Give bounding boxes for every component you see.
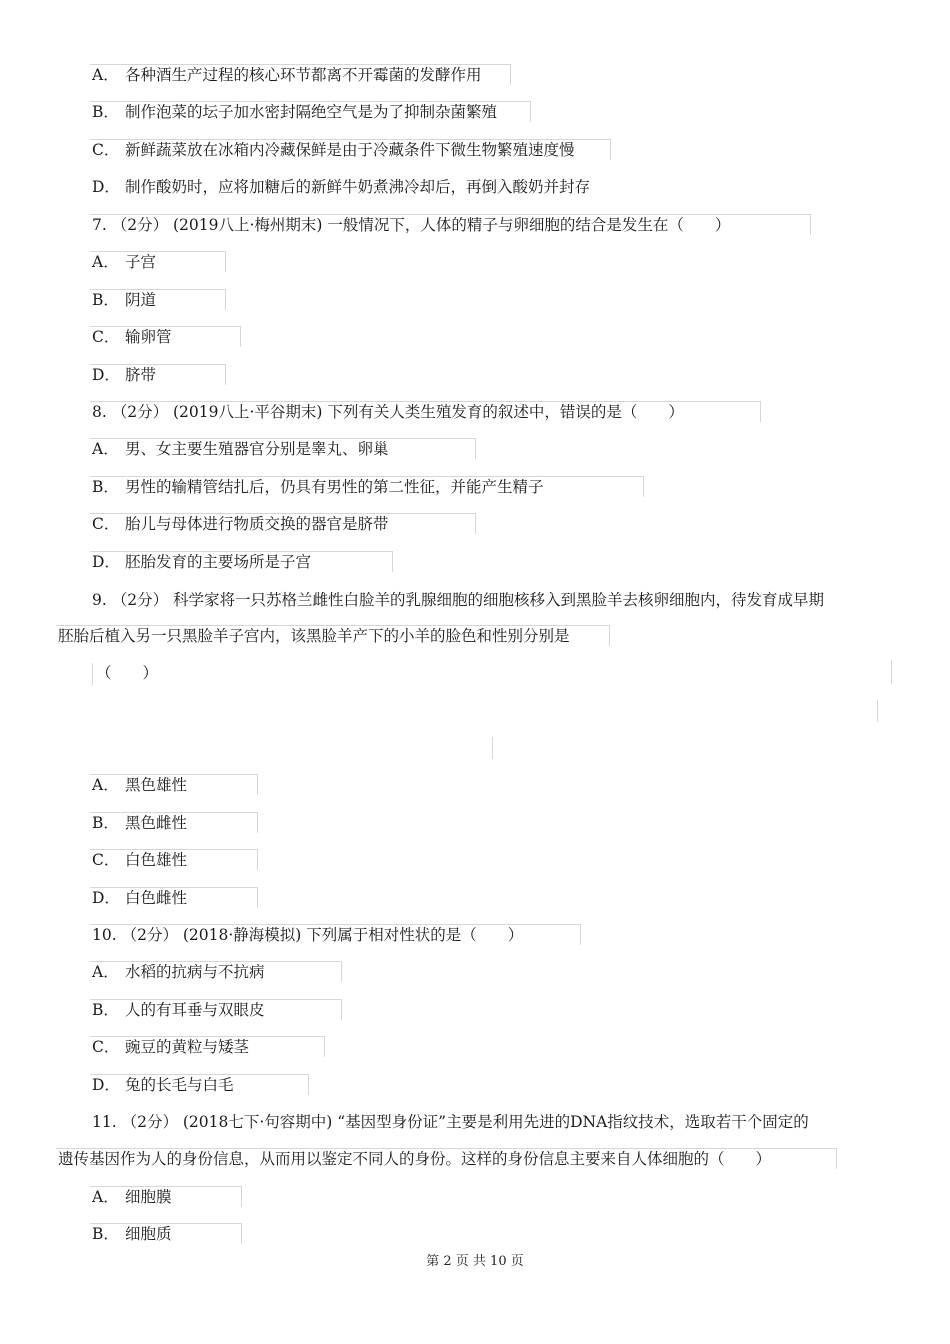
q10-option-b: B． 人的有耳垂与双眼皮 [92,1001,265,1019]
q6-option-d: D． 制作酸奶时，应将加糖后的新鲜牛奶煮沸冷却后，再倒入酸奶并封存 [92,178,591,196]
q9-stem-line2: 胚胎后植入另一只黑脸羊子宫内，该黑脸羊产下的小羊的脸色和性别分别是 [58,627,570,645]
q8-option-a: A． 男、女主要生殖器官分别是睾丸、卵巢 [92,440,389,458]
q8-option-c: C． 胎儿与母体进行物质交换的器官是脐带 [92,515,389,533]
q7-option-c: C． 输卵管 [92,328,172,346]
q8-stem: 8. （2分） (2019八上·平谷期末) 下列有关人类生殖发育的叙述中，错误的是（ ） [92,403,684,421]
q10-option-c: C． 豌豆的黄粒与矮茎 [92,1038,250,1056]
q11-option-a: A． 细胞膜 [92,1188,172,1206]
q9-option-b: B． 黑色雌性 [92,814,188,832]
q11-option-b: B． 细胞质 [92,1225,172,1243]
q10-option-d: D． 兔的长毛与白毛 [92,1076,234,1094]
q6-option-c: C． 新鲜蔬菜放在冰箱内冷藏保鲜是由于冷藏条件下微生物繁殖速度慢 [92,141,575,159]
q9-stem-line1: 9. （2分） 科学家将一只苏格兰雌性白脸羊的乳腺细胞的细胞核移入到黑脸羊去核卵细胞内，待发育成早期 [92,591,825,609]
q9-option-c: C． 白色雄性 [92,851,188,869]
q7-option-d: D． 脐带 [92,366,157,384]
q9-option-d: D． 白色雌性 [92,889,188,907]
q6-option-b: B． 制作泡菜的坛子加水密封隔绝空气是为了抑制杂菌繁殖 [92,103,498,121]
q8-option-b: B． 男性的输精管结扎后，仍具有男性的第二性征，并能产生精子 [92,478,544,496]
q7-option-a: A． 子宫 [92,253,157,271]
q11-stem-line1: 11. （2分） (2018七下·句容期中) “基因型身份证”主要是利用先进的DNA指纹技术，选取若干个固定的 [92,1113,809,1131]
page-number-footer: 第 2 页 共 10 页 [426,1254,524,1269]
q7-stem: 7. （2分） (2019八上·梅州期末) 一般情况下，人体的精子与卵细胞的结合是发生在（ ） [92,216,731,234]
q10-option-a: A． 水稻的抗病与不抗病 [92,963,265,981]
q6-option-a: A． 各种酒生产过程的核心环节都离不开霉菌的发酵作用 [92,66,482,84]
q11-stem-line2: 遗传基因作为人的身份信息，从而用以鉴定不同人的身份。这样的身份信息主要来自人体细胞的（ ） [58,1150,772,1168]
q7-option-b: B． 阴道 [92,291,157,309]
q8-option-d: D． 胚胎发育的主要场所是子宫 [92,553,312,571]
q9-option-a: A． 黑色雄性 [92,776,188,794]
q9-answer-paren: （ ） [96,664,159,682]
q10-stem: 10. （2分） (2018·静海模拟) 下列属于相对性状的是（ ） [92,926,524,944]
